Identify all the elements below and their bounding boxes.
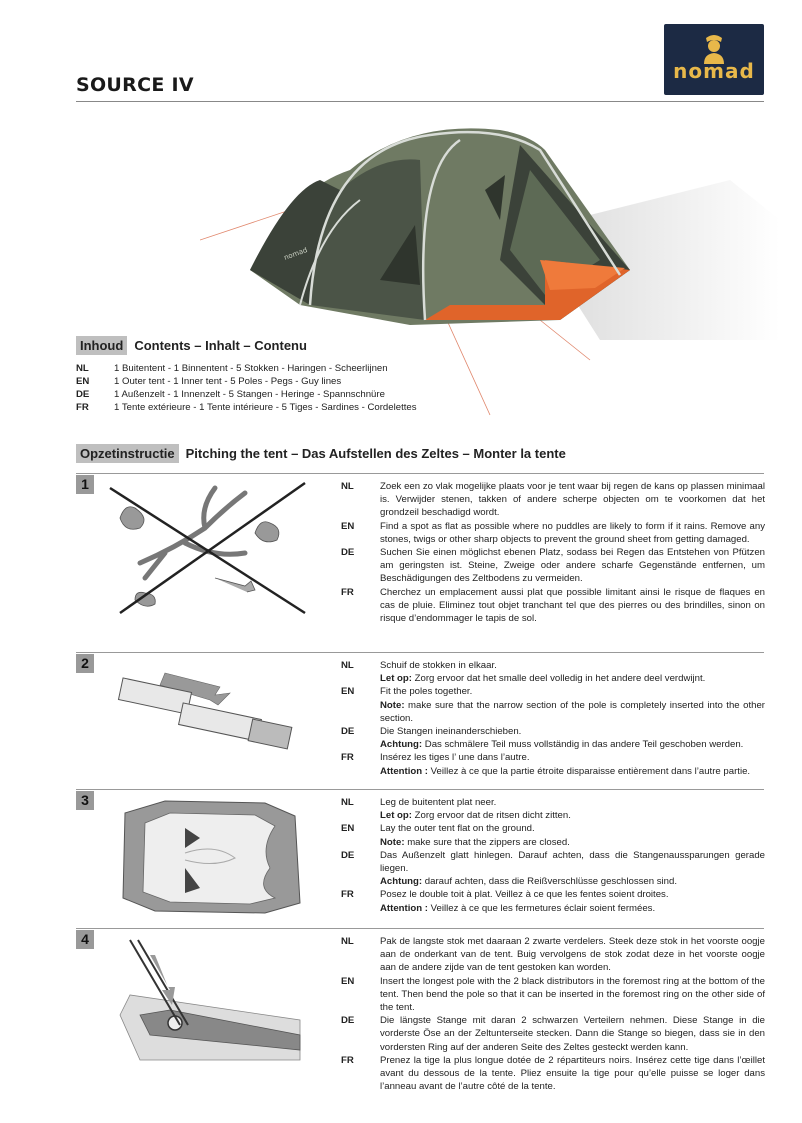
step-body [380,822,765,848]
lang-code: NL [341,797,354,808]
step-entry [341,751,765,777]
step-body: Cherchez un emplacement aussi plat que possible limitant ainsi le risque de flaques en cas de pluie. Eliminez tout objet tranchant tel que des pierres ou des brindilles, sinon on risque d’endommager le tapis de sol. [380,586,765,625]
step-1-illustration [105,478,310,618]
pitching-header [76,444,566,463]
step-entry [341,1014,765,1054]
lang-code: NL [341,481,354,492]
step-4-illustration [110,935,310,1065]
step-main: Insérez les tiges l’ une dans l’autre. [380,752,530,764]
step-body [380,796,765,822]
step-4-text [341,935,765,1093]
step-main: Das Außenzelt glatt hinlegen. Darauf achten, dass die Stangenaussparungen gerade liegen. [380,849,765,875]
step-entry [341,659,765,685]
note-label: Achtung: [380,739,423,751]
lang-code: FR [341,889,354,901]
note-label: Attention : [380,902,428,914]
step-entry [341,796,765,822]
note-text: make sure that the zippers are closed. [407,836,570,848]
step-3-illustration [115,798,305,918]
step-body: Suchen Sie einen möglichst ebenen Platz, sodass bei Regen das Entstehen von Pfützen am geringsten ist. Steine, Zweige oder andere scharfe Gegenstände entfernen, um Beschädigungen des Zeltbodens zu vermeiden. [380,547,765,585]
step-entry [341,480,765,520]
step-2-illustration [110,665,310,775]
lang-code: NL [341,936,354,947]
note-text: Veillez à ce que les fermetures éclair soient fermées. [430,902,656,914]
step-entry [341,822,765,848]
step-number: 4 [76,930,94,949]
step-main: Die Stangen ineinanderschieben. [380,726,522,738]
step-body [380,849,765,889]
step-main: Leg de buitentent plat neer. [380,797,497,808]
lang-code: NL [76,363,89,374]
step-2-text [341,659,765,778]
contents-row [76,388,417,401]
step-divider [76,652,764,653]
note-label: Attention : [380,765,428,777]
step-main: Schuif de stokken in elkaar. [380,660,497,671]
step-entry [341,888,765,914]
lang-code: EN [341,823,355,835]
note-text: darauf achten, dass die Reißverschlüsse geschlossen sind. [424,876,678,888]
contents-row [76,362,417,375]
contents-heading: Contents – Inhalt – Contenu [134,338,307,353]
step-body: Insert the longest pole with the 2 black distributors in the foremost ring at the bottom of the tent. Then bend the pole so that it can be inserted in the foremost ring on the other side of the tent. [380,975,765,1014]
contents-text: 1 Buitentent - 1 Binnentent - 5 Stokken - Haringen - Scheerlijnen [114,363,388,374]
lang-code: EN [341,975,355,987]
step-number: 2 [76,654,94,673]
step-number: 1 [76,475,94,494]
note-text: Das schmälere Teil muss vollständig in das andere Teil geschoben werden. [424,739,744,751]
pitching-heading: Pitching the tent – Das Aufstellen des Zeltes – Monter la tente [185,446,566,461]
lang-code: DE [341,849,355,861]
step-3-text [341,796,765,915]
step-divider [76,789,764,790]
lang-code: FR [341,1054,354,1066]
brand-logo [664,24,764,95]
page-title: SOURCE IV [76,74,194,96]
lang-code: DE [341,1015,355,1027]
step-entry [341,725,765,751]
note-label: Achtung: [380,876,423,888]
logo-text: nomad [673,59,755,83]
note-label: Let op: [380,673,412,685]
lang-code: EN [341,686,355,698]
lang-code: DE [341,547,355,559]
note-label: Let op: [380,810,412,822]
step-body [380,659,765,685]
step-main: Fit the poles together. [380,686,473,698]
step-main: Posez le double toit à plat. Veillez à ce que les fentes soient droites. [380,889,669,901]
step-body: Die längste Stange mit daran 2 schwarzen Verteilern nehmen. Diese Stange in die vorderste Öse an der Zeltunterseite stecken. Dann die Stange so biegen, dass sie in den vordersten Ring auf der anderen Seite des Zeltes gesteckt werden kann. [380,1015,765,1053]
note-text: make sure that the narrow section of the pole is completely inserted into the other section. [380,699,765,724]
note-label: Note: [380,836,405,848]
step-entry [341,520,765,546]
step-entry [341,935,765,975]
step-entry [341,586,765,626]
pitching-tag: Opzetinstructie [76,444,179,463]
contents-row [76,375,417,388]
lang-code: DE [76,389,90,400]
note-label: Note: [380,699,405,711]
contents-list [76,362,417,414]
contents-tag: Inhoud [76,336,127,355]
lang-code: EN [341,520,355,532]
step-entry [341,546,765,586]
note-text: Veillez à ce que la partie étroite disparaisse entièrement dans l’autre partie. [430,765,751,777]
step-divider [76,473,764,474]
step-body: Zoek een zo vlak mogelijke plaats voor je tent waar bij regen de kans op plassen minimaal is. Verwijder stenen, takken of andere scherpe objecten om te voorkomen dat het grondzeil beschadigd wordt. [380,481,765,519]
lang-code: DE [341,726,355,738]
contents-header [76,336,307,355]
lang-code: FR [341,586,354,598]
step-body: Pak de langste stok met daaraan 2 zwarte verdelers. Steek deze stok in het voorste oogje aan de onderkant van de tent. Buig vervolgens de stok zodat deze in het voorste oogje aan de andere zijde van de tent gestoken kan worden. [380,936,765,974]
note-text: Zorg ervoor dat het smalle deel volledig in het andere deel verdwijnt. [414,673,706,685]
contents-row [76,401,417,414]
step-body: Find a spot as flat as possible where no puddles are likely to form if it rains. Remove any stones, twigs or other sharp objects to prevent the ground sheet from getting damaged. [380,520,765,545]
step-main: Lay the outer tent flat on the ground. [380,823,535,835]
step-body: Prenez la tige la plus longue dotée de 2 répartiteurs noirs. Insérez cette tige dans l’œillet avant du dessous de la tente. Pliez ensuite la tige pour qu’elle puisse se loger dans l’anneau avant de l’autre côté de la tente. [380,1054,765,1093]
lang-code: FR [341,752,354,764]
lang-code: FR [76,402,89,413]
lang-code: EN [76,376,90,387]
note-text: Zorg ervoor dat de ritsen dicht zitten. [414,810,571,822]
step-body [380,888,765,914]
step-entry [341,975,765,1015]
step-entry [341,1054,765,1094]
contents-text: 1 Tente extérieure - 1 Tente intérieure - 5 Tiges - Sardines - Cordelettes [114,402,417,413]
step-1-text [341,480,765,625]
step-body [380,751,765,777]
step-body [380,725,765,751]
svg-text:nomad: nomad [282,246,309,262]
title-divider [76,101,764,102]
step-divider [76,928,764,929]
step-entry [341,849,765,889]
step-number: 3 [76,791,94,810]
step-entry [341,685,765,725]
contents-text: 1 Outer tent - 1 Inner tent - 5 Poles - Pegs - Guy lines [114,376,342,387]
contents-text: 1 Außenzelt - 1 Innenzelt - 5 Stangen - Heringe - Spannschnüre [114,389,385,400]
step-body [380,685,765,725]
lang-code: NL [341,660,354,671]
